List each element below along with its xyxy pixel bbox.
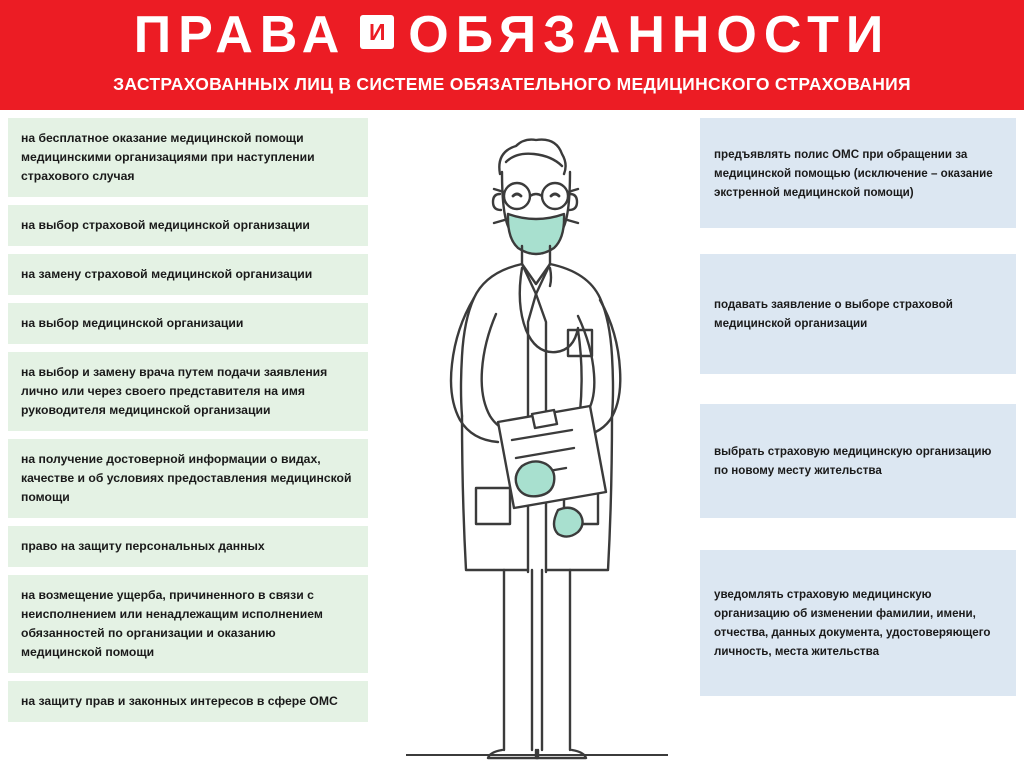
page-subtitle: ЗАСТРАХОВАННЫХ ЛИЦ В СИСТЕМЕ ОБЯЗАТЕЛЬНОГО МЕДИЦИНСКОГО СТРАХОВАНИЯ (113, 74, 911, 94)
title-conjunction: И (360, 15, 394, 49)
list-item: на бесплатное оказание медицинской помощи медицинскими организациями при наступлении страхового случая (8, 118, 368, 197)
list-item: на выбор и замену врача путем подачи заявления лично или через своего представителя на имя руководителя медицинской организации (8, 352, 368, 431)
list-item: на защиту прав и законных интересов в сфере ОМС (8, 681, 368, 722)
duties-list (700, 118, 1016, 696)
title-part-2: ОБЯЗАННОСТИ (408, 6, 891, 64)
doctor-illustration (372, 118, 700, 768)
floor-line (406, 754, 668, 756)
list-item: право на защиту персональных данных (8, 526, 368, 567)
rights-list (8, 118, 368, 730)
list-item: на замену страховой медицинской организации (8, 254, 368, 295)
list-item: предъявлять полис ОМС при обращении за медицинской помощью (исключение – оказание экстренной медицинской помощи) (700, 118, 1016, 228)
list-item: на возмещение ущерба, причиненного в связи с неисполнением или ненадлежащим исполнением обязанностей по организации и оказанию медицинской помощи (8, 575, 368, 673)
list-item: на выбор страховой медицинской организации (8, 205, 368, 246)
list-item: подавать заявление о выборе страховой медицинской организации (700, 254, 1016, 374)
page-title (0, 4, 1024, 66)
title-part-1: ПРАВА (133, 6, 347, 64)
list-item: на выбор медицинской организации (8, 303, 368, 344)
poster-header (0, 0, 1024, 110)
doctor-figure-icon (372, 118, 700, 768)
list-item: на получение достоверной информации о видах, качестве и об условиях предоставления медицинской помощи (8, 439, 368, 518)
list-item: выбрать страховую медицинскую организацию по новому месту жительства (700, 404, 1016, 518)
list-item: уведомлять страховую медицинскую организацию об изменении фамилии, имени, отчества, данных документа, удостоверяющего личность, места жительства (700, 550, 1016, 696)
